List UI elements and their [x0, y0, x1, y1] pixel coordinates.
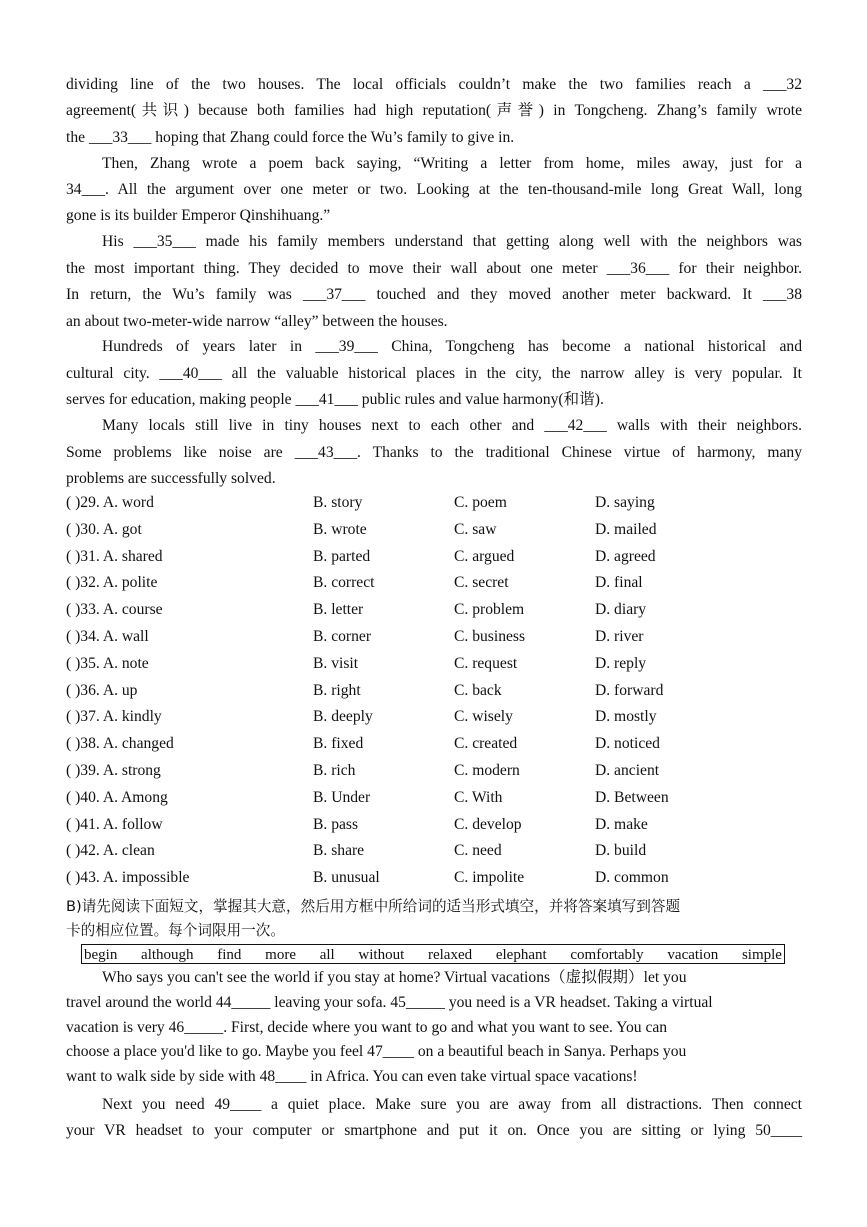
option-row [66, 494, 802, 521]
choice-b: B. story [313, 494, 363, 511]
choice-b: B. share [313, 842, 365, 860]
choice-d: D. build [595, 842, 647, 860]
text-line: In return, the Wu’s family was ___37___ touched and they moved another meter backward. It ___38 [66, 286, 802, 304]
text-line: Many locals still live in tiny houses next to each other and ___42___ walls with their neighbors. [102, 417, 802, 434]
word-option: find [217, 947, 242, 963]
instruction-line: B)请先阅读下面短文，掌握其大意，然后用方框中所给词的适当形式填空，并将答案填写到答题 [66, 898, 681, 915]
passage-b-paragraph-1-cont [66, 991, 802, 1089]
text-line: serves for education, making people ___41___ public rules and value harmony(和谐). [66, 391, 604, 409]
options-list [66, 494, 802, 896]
choice-d: D. final [595, 574, 643, 592]
choice-c: C. argued [454, 547, 515, 565]
paragraph-3-cont [66, 256, 802, 335]
text-line: Some problems like noise are ___43___. Thanks to the traditional Chinese virtue of harmony, many [66, 444, 802, 461]
question-choice-a: ( )39. A. strong [66, 761, 161, 779]
choice-b: B. pass [313, 815, 359, 833]
question-choice-a: ( )33. A. course [66, 601, 163, 619]
choice-c: C. problem [454, 601, 525, 619]
choice-b: B. wrote [313, 520, 367, 538]
choice-d: D. noticed [595, 735, 660, 753]
question-choice-a: ( )32. A. polite [66, 574, 158, 592]
section-b-instructions [66, 895, 802, 943]
word-option: relaxed [427, 947, 473, 963]
choice-c: C. modern [454, 761, 520, 779]
choice-c: C. develop [454, 815, 522, 833]
question-choice-a: ( )36. A. up [66, 681, 138, 699]
paragraph-1 [66, 72, 802, 151]
paragraph-4 [66, 334, 802, 360]
choice-d: D. forward [595, 681, 664, 699]
text-line: dividing line of the two houses. The local officials couldn’t make the two families reach a ___32 [66, 76, 802, 93]
choice-d: D. common [595, 869, 669, 887]
question-choice-a: ( )29. A. word [66, 494, 154, 511]
paragraph-2-cont [66, 177, 802, 230]
word-box [81, 944, 785, 964]
question-choice-a: ( )30. A. got [66, 520, 142, 538]
choice-b: B. rich [313, 761, 356, 779]
paragraph-4-cont [66, 361, 802, 414]
paragraph-3 [66, 229, 802, 255]
option-row [66, 789, 802, 816]
passage-b-paragraph-2 [66, 1093, 802, 1118]
question-choice-a: ( )40. A. Among [66, 788, 168, 806]
option-row [66, 869, 802, 896]
question-choice-a: ( )41. A. follow [66, 815, 163, 833]
choice-c: C. impolite [454, 869, 525, 887]
choice-b: B. deeply [313, 708, 373, 726]
paragraph-2 [66, 151, 802, 177]
choice-d: D. ancient [595, 761, 660, 779]
option-row [66, 708, 802, 735]
option-row [66, 628, 802, 655]
instruction-line: 卡的相应位置。每个词限用一次。 [66, 922, 285, 939]
text-line: gone is its builder Emperor Qinshihuang.” [66, 207, 331, 225]
text-line: agreement(共识) because both families had high reputation(声誉) in Tongcheng. Zhang’s family wrote [66, 102, 802, 120]
choice-c: C. need [454, 842, 502, 860]
option-row [66, 521, 802, 548]
word-option: simple [741, 947, 782, 963]
text-line: choose a place you'd like to go. Maybe you feel 47____ on a beautiful beach in Sanya. Perhaps you [66, 1043, 687, 1061]
text-line: Next you need 49____ a quiet place. Make sure you are away from all distractions. Then connect [102, 1096, 802, 1113]
choice-b: B. Under [313, 788, 371, 806]
choice-c: C. poem [454, 494, 507, 511]
paragraph-5-cont [66, 440, 802, 493]
option-row [66, 655, 802, 682]
passage-b-paragraph-1 [66, 966, 802, 991]
text-line: His ___35___ made his family members understand that getting along well with the neighbors was [102, 233, 802, 250]
word-option: elephant [495, 947, 547, 963]
passage-b-paragraph-2-cont [66, 1119, 802, 1144]
choice-b: B. correct [313, 574, 375, 592]
text-line: Hundreds of years later in ___39___ China, Tongcheng has become a national historical and [102, 338, 802, 355]
choice-d: D. reply [595, 654, 647, 672]
option-row [66, 735, 802, 762]
option-row [66, 682, 802, 709]
choice-d: D. saying [595, 494, 655, 511]
choice-d: D. mostly [595, 708, 657, 726]
choice-c: C. request [454, 654, 518, 672]
question-choice-a: ( )38. A. changed [66, 735, 174, 753]
text-line: your VR headset to your computer or smartphone and put it on. Once you are sitting or lying 50____ [66, 1122, 802, 1139]
question-choice-a: ( )37. A. kindly [66, 708, 162, 726]
option-row [66, 574, 802, 601]
text-line: Who says you can't see the world if you stay at home? Virtual vacations（虚拟假期）let you [102, 969, 687, 986]
option-row [66, 601, 802, 628]
option-row [66, 842, 802, 869]
choice-c: C. With [454, 788, 503, 806]
choice-d: D. make [595, 815, 648, 833]
text-line: cultural city. ___40___ all the valuable historical places in the city, the narrow alley is very popular. It [66, 365, 802, 382]
choice-b: B. unusual [313, 869, 380, 887]
choice-c: C. business [454, 627, 526, 645]
text-line: 34___. All the argument over one meter or two. Looking at the ten-thousand-mile long Great Wall, long [66, 181, 802, 198]
question-choice-a: ( )34. A. wall [66, 627, 149, 645]
choice-b: B. fixed [313, 735, 364, 753]
question-choice-a: ( )42. A. clean [66, 842, 155, 860]
text-line: travel around the world 44_____ leaving your sofa. 45_____ you need is a VR headset. Taking a virtual [66, 994, 713, 1011]
choice-c: C. saw [454, 520, 497, 538]
choice-d: D. diary [595, 601, 647, 619]
word-option: although [141, 947, 194, 963]
word-option: all [319, 947, 335, 963]
choice-b: B. letter [313, 601, 364, 619]
choice-c: C. secret [454, 574, 509, 592]
text-line: an about two-meter-wide narrow “alley” between the houses. [66, 312, 448, 330]
choice-d: D. Between [595, 788, 669, 806]
text-line: vacation is very 46_____. First, decide where you want to go and what you want to see. You can [66, 1018, 668, 1036]
text-line: Then, Zhang wrote a poem back saying, “Writing a letter from home, miles away, just for a [102, 155, 802, 172]
text-line: want to walk side by side with 48____ in Africa. You can even take virtual space vacations! [66, 1067, 638, 1085]
text-line: the ___33___ hoping that Zhang could force the Wu’s family to give in. [66, 128, 515, 146]
choice-c: C. back [454, 681, 502, 699]
question-choice-a: ( )35. A. note [66, 654, 149, 672]
text-line: problems are successfully solved. [66, 470, 276, 488]
question-choice-a: ( )43. A. impossible [66, 869, 190, 887]
choice-d: D. agreed [595, 547, 656, 565]
word-option: comfortably [570, 947, 644, 963]
word-option: without [358, 947, 405, 963]
choice-c: C. wisely [454, 708, 513, 726]
question-choice-a: ( )31. A. shared [66, 547, 163, 565]
choice-b: B. corner [313, 627, 372, 645]
text-line: the most important thing. They decided to move their wall about one meter ___36___ for their neighbor. [66, 260, 802, 277]
word-option: more [265, 947, 296, 963]
option-row [66, 548, 802, 575]
choice-d: D. mailed [595, 520, 657, 538]
choice-c: C. created [454, 735, 518, 753]
choice-b: B. visit [313, 654, 359, 672]
choice-d: D. river [595, 627, 644, 645]
option-row [66, 816, 802, 843]
word-option: begin [84, 947, 118, 963]
choice-b: B. parted [313, 547, 371, 565]
word-option: vacation [667, 947, 719, 963]
choice-b: B. right [313, 681, 361, 699]
option-row [66, 762, 802, 789]
paragraph-5 [66, 413, 802, 439]
